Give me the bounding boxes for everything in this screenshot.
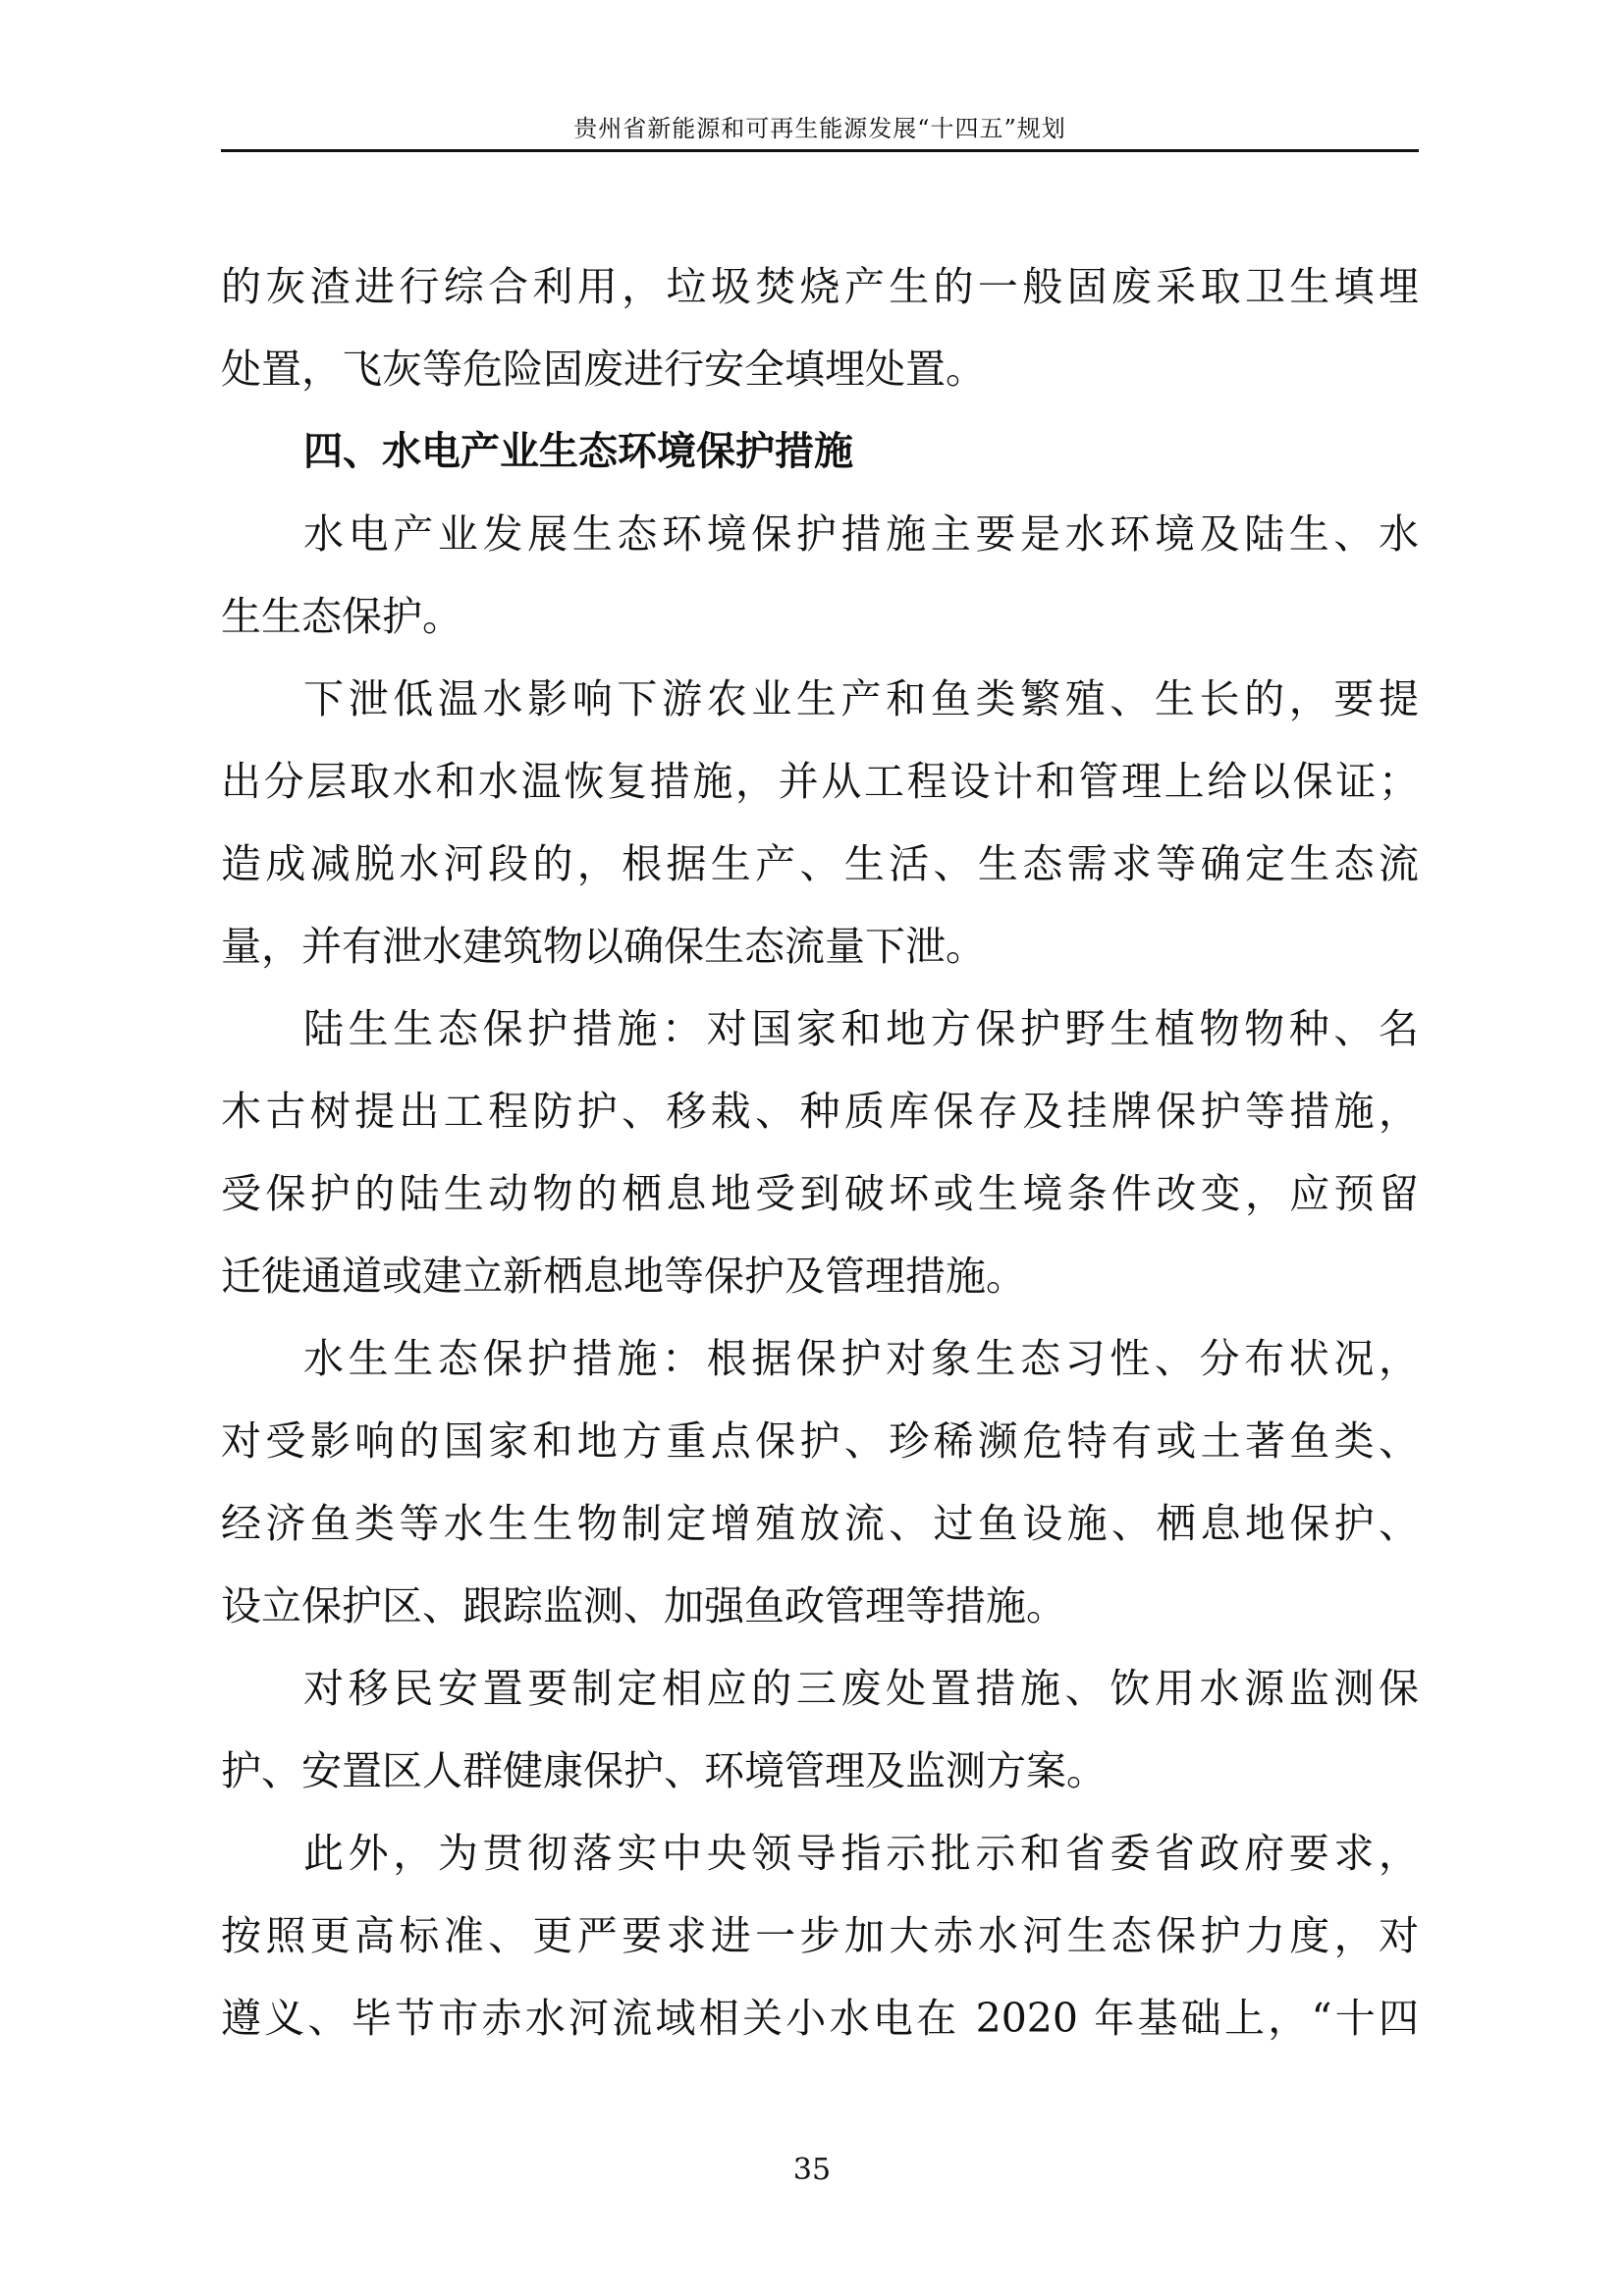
page-number: 35 (792, 2153, 832, 2187)
paragraph-line: 的灰渣进行综合利用，垃圾焚烧产生的一般固废采取卫生填埋 (221, 263, 1419, 310)
paragraph-line: 水电产业发展生态环境保护措施主要是水环境及陆生、水 (303, 510, 1419, 558)
paragraph-line: 木古树提出工程防护、移栽、种质库保存及挂牌保护等措施， (221, 1088, 1419, 1135)
paragraph-line: 对移民安置要制定相应的三废处置措施、饮用水源监测保 (303, 1665, 1419, 1712)
paragraph-line: 经济鱼类等水生生物制定增殖放流、过鱼设施、栖息地保护、 (221, 1500, 1419, 1547)
paragraph-line: 按照更高标准、更严要求进一步加大赤水河生态保护力度，对 (221, 1912, 1419, 1959)
paragraph-line: 量，并有泄水建筑物以确保生态流量下泄。 (221, 923, 986, 970)
paragraph-line: 陆生生态保护措施：对国家和地方保护野生植物物种、名 (303, 1005, 1419, 1052)
paragraph-line: 此外，为贯彻落实中央领导指示批示和省委省政府要求， (303, 1830, 1419, 1877)
paragraph-line: 生生态保护。 (221, 593, 462, 640)
paragraph-line: 水生生态保护措施：根据保护对象生态习性、分布状况， (303, 1335, 1419, 1382)
paragraph-line: 护、安置区人群健康保护、环境管理及监测方案。 (221, 1747, 1107, 1794)
paragraph-line: 设立保护区、跟踪监测、加强鱼政管理等措施。 (221, 1582, 1066, 1629)
paragraph-line: 造成减脱水河段的，根据生产、生活、生态需求等确定生态流 (221, 840, 1419, 887)
paragraph-line: 对受影响的国家和地方重点保护、珍稀濒危特有或土著鱼类、 (221, 1417, 1419, 1465)
section-heading: 四、水电产业生态环境保护措施 (303, 429, 853, 474)
paragraph-line: 下泄低温水影响下游农业生产和鱼类繁殖、生长的，要提 (303, 675, 1419, 722)
paragraph-line: 受保护的陆生动物的栖息地受到破坏或生境条件改变，应预留 (221, 1170, 1419, 1217)
document-title: 贵州省新能源和可再生能源发展“十四五”规划 (573, 115, 1066, 142)
paragraph-line: 处置，飞灰等危险固废进行安全填埋处置。 (221, 346, 986, 393)
paragraph-line: 遵义、毕节市赤水河流域相关小水电在 2020 年基础上，“十四 (221, 1995, 1419, 2042)
paragraph-line: 迁徙通道或建立新栖息地等保护及管理措施。 (221, 1253, 1026, 1300)
paragraph-line: 出分层取水和水温恢复措施，并从工程设计和管理上给以保证； (221, 758, 1419, 805)
header-divider (221, 149, 1419, 152)
